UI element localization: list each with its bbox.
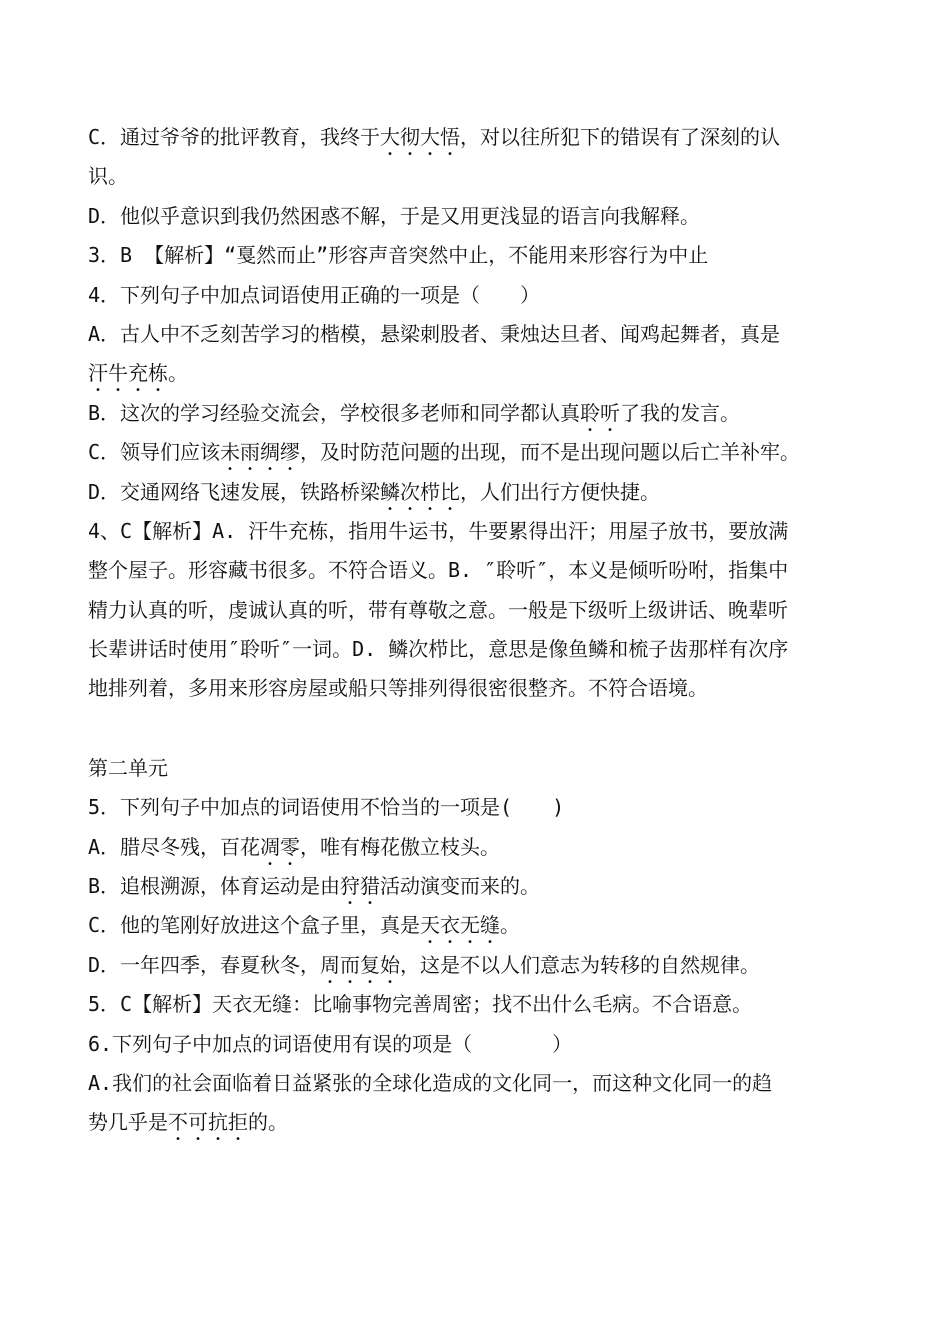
text-line xyxy=(88,828,878,867)
text-run: B．追根溯源，体育运动是由 xyxy=(88,874,341,899)
text-line xyxy=(88,1103,878,1142)
text-run: B．这次的学习经验交流会，学校很多老师和同学都认真 xyxy=(88,400,581,425)
dotted-term: 狩猎 xyxy=(340,874,381,899)
text-line xyxy=(88,276,878,315)
text-line xyxy=(88,157,878,196)
text-line xyxy=(88,473,878,512)
blank-line xyxy=(88,709,878,749)
text-run: ，及时防范问题的出现，而不是出现问题以后亡羊补牢。 xyxy=(300,440,801,465)
text-run: A．古人中不乏刻苦学习的楷模，悬梁刺股者、秉烛达旦者、闻鸡起舞者，真是 xyxy=(88,321,781,346)
text-line xyxy=(88,197,878,236)
text-run: 5．C【解析】天衣无缝：比喻事物完善周密；找不出什么毛病。不合语意。 xyxy=(88,992,753,1017)
dotted-term: 汗牛充栋 xyxy=(88,361,168,386)
text-line xyxy=(88,551,878,590)
text-line xyxy=(88,906,878,945)
dotted-term: 天衣无缝 xyxy=(420,913,501,938)
dotted-term: 凋零 xyxy=(260,834,301,859)
dotted-term: 未雨绸缪 xyxy=(220,440,301,465)
text-run: A．腊尽冬残，百花 xyxy=(88,834,261,859)
text-line xyxy=(88,236,878,275)
text-line xyxy=(88,985,878,1024)
text-line xyxy=(88,867,878,906)
text-line xyxy=(88,946,878,985)
text-run: 整个屋子。形容藏书很多。不符合语义。B. ″聆听″，本义是倾听吩咐，指集中 xyxy=(88,558,789,583)
text-run: 识。 xyxy=(88,164,128,189)
text-line xyxy=(88,1064,878,1103)
text-line xyxy=(88,591,878,630)
text-run: D．交通网络飞速发展，铁路桥梁 xyxy=(88,479,381,504)
text-run: 势几乎是 xyxy=(88,1110,168,1135)
text-line xyxy=(88,512,878,551)
text-line xyxy=(88,118,878,157)
text-run: A.我们的社会面临着日益紧张的全球化造成的文化同一，而这种文化同一的趋 xyxy=(88,1070,773,1095)
text-line xyxy=(88,669,878,708)
dotted-term: 不可抗拒 xyxy=(168,1110,248,1135)
text-run: D．他似乎意识到我仍然困惑不解，于是又用更浅显的语言向我解释。 xyxy=(88,203,701,228)
text-run: ，唯有梅花傲立枝头。 xyxy=(300,834,501,859)
text-run: C．领导们应该 xyxy=(88,440,221,465)
text-line xyxy=(88,315,878,354)
dotted-term: 周而复始 xyxy=(320,952,401,977)
text-run: 5．下列句子中加点的词语使用不恰当的一项是( ) xyxy=(88,795,565,820)
text-run: 长辈讲话时使用″聆听″一词。D. 鳞次栉比，意思是像鱼鳞和梳子齿那样有次序 xyxy=(88,637,789,662)
text-line xyxy=(88,749,878,788)
text-run: 。 xyxy=(168,361,188,386)
text-run: 第二单元 xyxy=(88,755,168,780)
text-run: ，人们出行方便快捷。 xyxy=(460,479,661,504)
text-line xyxy=(88,394,878,433)
text-run: 3．B 【解析】“戛然而止”形容声音突然中止，不能用来形容行为中止 xyxy=(88,243,709,268)
text-run: C．通过爷爷的批评教育，我终于 xyxy=(88,125,381,149)
text-run: ，对以往所犯下的错误有了深刻的认 xyxy=(460,125,781,149)
text-line xyxy=(88,354,878,393)
text-run: 6.下列句子中加点的词语使用有误的项是（ ） xyxy=(88,1031,573,1056)
text-run: 4．下列句子中加点词语使用正确的一项是（ ） xyxy=(88,282,541,307)
dotted-term: 鳞次栉比 xyxy=(380,479,461,504)
text-line xyxy=(88,1025,878,1064)
text-run: 。 xyxy=(500,913,521,938)
text-run: 活动演变而来的。 xyxy=(380,874,541,899)
text-line xyxy=(88,433,878,472)
text-run: 精力认真的听，虔诚认真的听，带有尊敬之意。一般是下级听上级讲话、晚辈听 xyxy=(88,597,788,622)
text-run: C．他的笔刚好放进这个盒子里，真是 xyxy=(88,913,421,938)
text-run: 了我的发言。 xyxy=(620,400,741,425)
text-run: 的。 xyxy=(248,1110,288,1135)
text-line xyxy=(88,788,878,827)
dotted-term: 聆听 xyxy=(580,400,621,425)
text-run: ，这是不以人们意志为转移的自然规律。 xyxy=(400,952,761,977)
text-run: 4、C【解析】A. 汗牛充栋，指用牛运书，牛要累得出汗；用屋子放书，要放满 xyxy=(88,518,789,543)
document-body xyxy=(88,118,878,1143)
text-run: 地排列着，多用来形容房屋或船只等排列得很密很整齐。不符合语境。 xyxy=(88,676,708,701)
text-run: D．一年四季，春夏秋冬， xyxy=(88,952,321,977)
text-line xyxy=(88,630,878,669)
dotted-term: 大彻大悟 xyxy=(380,125,461,149)
